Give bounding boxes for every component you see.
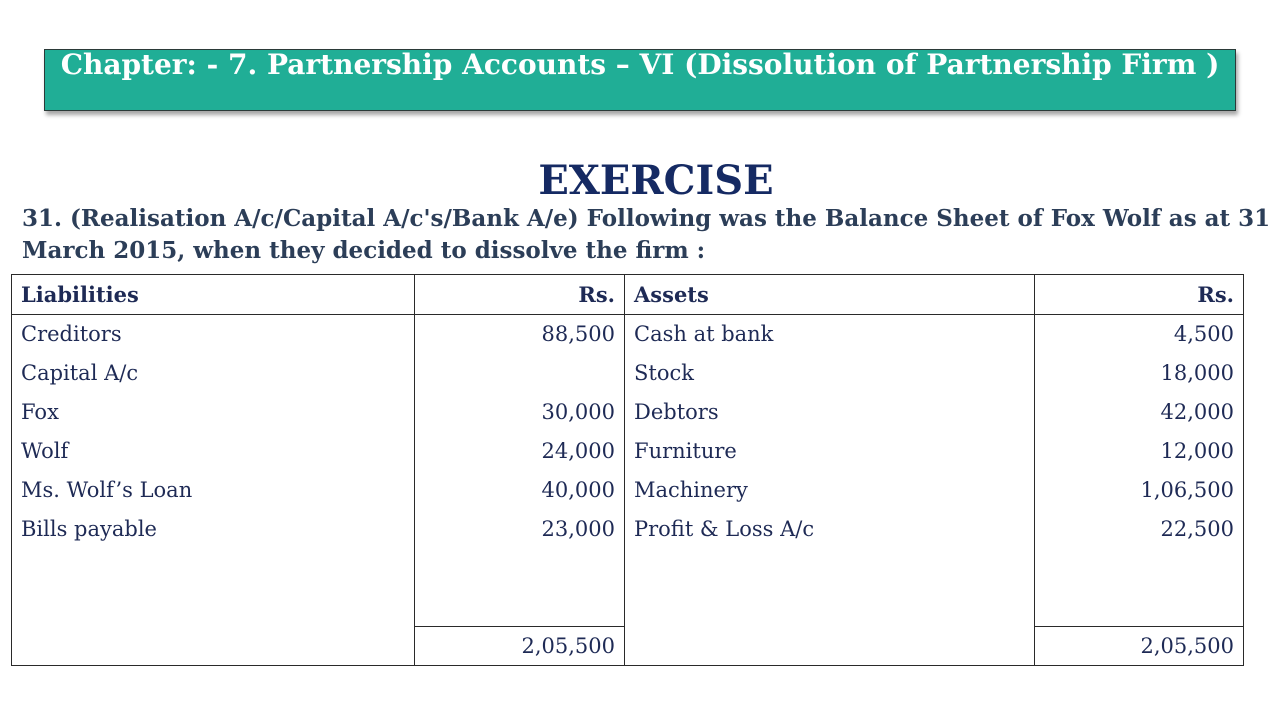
asset-name: Furniture: [625, 432, 1035, 471]
asset-name: Debtors: [625, 393, 1035, 432]
header-rs-assets: Rs.: [1035, 275, 1244, 315]
asset-amount: 4,500: [1035, 315, 1244, 354]
table-row: [12, 432, 1244, 471]
liability-name: Fox: [12, 393, 415, 432]
asset-name: Machinery: [625, 471, 1035, 510]
asset-name: Cash at bank: [625, 315, 1035, 354]
asset-amount: 18,000: [1035, 354, 1244, 393]
liability-amount: 40,000: [415, 471, 625, 510]
asset-amount: 1,06,500: [1035, 471, 1244, 510]
asset-amount: 42,000: [1035, 393, 1244, 432]
header-assets: Assets: [625, 275, 1035, 315]
liability-name: Ms. Wolf’s Loan: [12, 471, 415, 510]
liability-amount: 23,000: [415, 510, 625, 549]
assets-total: 2,05,500: [1035, 627, 1244, 666]
header-rs-liabilities: Rs.: [415, 275, 625, 315]
table-row: [12, 315, 1244, 354]
question-text: [22, 203, 1271, 267]
asset-amount: 22,500: [1035, 510, 1244, 549]
chapter-banner: [44, 49, 1236, 111]
liability-name: Bills payable: [12, 510, 415, 549]
table-row: [12, 510, 1244, 549]
exercise-heading: EXERCISE: [538, 157, 774, 204]
header-liabilities: Liabilities: [12, 275, 415, 315]
table-row: [12, 393, 1244, 432]
question-line-2: March 2015, when they decided to dissolve the firm :: [22, 237, 706, 264]
liability-amount: 88,500: [415, 315, 625, 354]
table-spacer-row: [12, 549, 1244, 627]
table-row: [12, 471, 1244, 510]
liability-amount: 24,000: [415, 432, 625, 471]
liability-name: Wolf: [12, 432, 415, 471]
table-header-row: [12, 275, 1244, 315]
chapter-title: Chapter: - 7. Partnership Accounts – VI (Dissolution of Partnership Firm ): [60, 48, 1220, 81]
liabilities-total: 2,05,500: [415, 627, 625, 666]
table-row: [12, 354, 1244, 393]
balance-sheet-table: [11, 274, 1244, 666]
table-total-row: [12, 627, 1244, 666]
question-line-1: 31. (Realisation A/c/Capital A/c's/Bank A/e) Following was the Balance Sheet of Fox Wolf as at 31: [22, 205, 1271, 232]
liability-name: Creditors: [12, 315, 415, 354]
asset-amount: 12,000: [1035, 432, 1244, 471]
liability-name: Capital A/c: [12, 354, 415, 393]
liability-amount: 30,000: [415, 393, 625, 432]
liability-amount: [415, 354, 625, 393]
asset-name: Profit & Loss A/c: [625, 510, 1035, 549]
asset-name: Stock: [625, 354, 1035, 393]
